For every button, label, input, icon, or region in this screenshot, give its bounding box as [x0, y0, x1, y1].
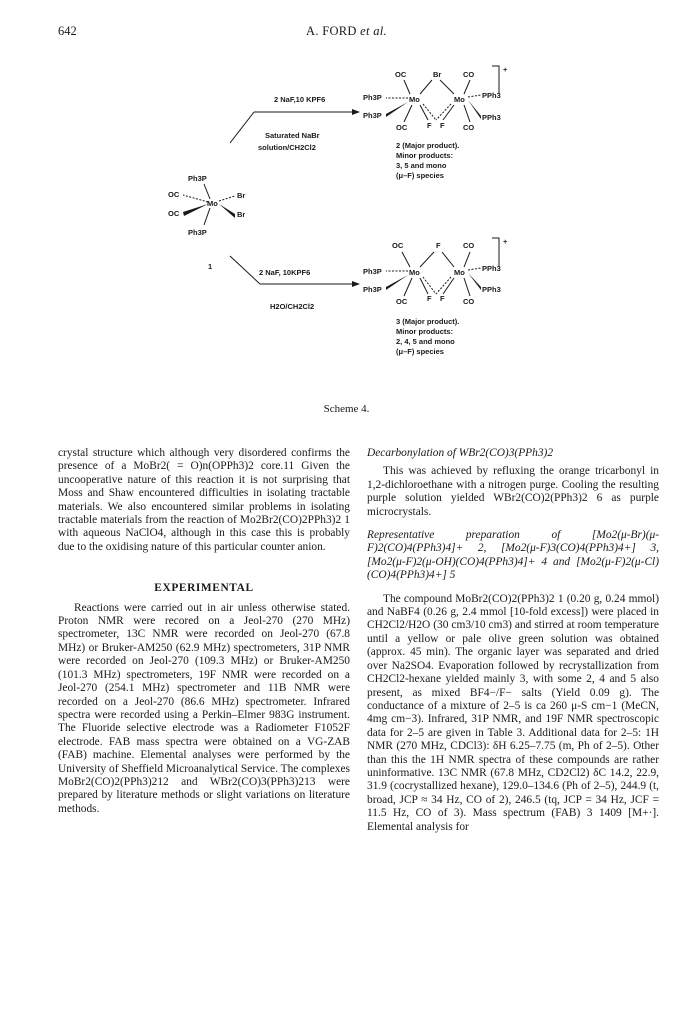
conditions-top-1: Saturated NaBr	[265, 131, 320, 140]
left-paragraph-2: Reactions were carried out in air unless otherwise stated. Proton NMR were recored on a Jeol-270 (270 MHz) spectrometer, 13C NMR were recorded on Jeol-270 (67.8 MHz) or Bruker-AM250 (62.9 MHz) spectrometers, 31P NMR were recorded on Jeol-270 (109.3 MHz) or Bruker-AM250 (101.3 MHz) spectrometers, 19F NMR were recorded on a Jeol-270 (254.1 MHz) spectrometer and 11B NMR were recorded on a Jeol-270 (86.6 MHz) spectrometer. Infrared spectra were recorded using a Perkin–Elmer 983G instrument. The Fluoride selective electrode was a Radiometer F1052F electrode. FAB mass spectra were obtained on a VG-ZAB (FAB) machine. Elemental analyses were performed by the University of Sheffield Microanalytical Service. The complexes MoBr2(CO)2(PPh3)212 and WBr2(CO)3(PPh3)213 were prepared by literature methods or slight variations on literature methods.	[58, 601, 350, 815]
bottom-note-3: 2, 4, 5 and mono	[396, 337, 455, 346]
p3-pph3-lower: PPh3	[482, 285, 501, 294]
p2-pph3-lower: PPh3	[482, 113, 501, 122]
p2-oc: OC	[395, 70, 407, 79]
p2-f-left: F	[427, 121, 432, 130]
bottom-note-1: 3 (Major product).	[396, 317, 460, 326]
top-note-3: 3, 5 and mono	[396, 161, 447, 170]
p3-ph3p-lower: Ph3P	[363, 285, 382, 294]
start-ph3p-bottom: Ph3P	[188, 228, 207, 237]
p3-f-right: F	[440, 294, 445, 303]
p2-mo-right: Mo	[454, 95, 465, 104]
left-paragraph-1: crystal structure which although very disordered confirms the presence of a MoBr2( = O)n(OPPh3)2 core.11 Given the uncooperative nature of this reaction it is not surprising that Moss and Shaw encountered difficulties in isolating tractable materials. We also encountered similar problems in isolating tractable materials from the reaction of Mo2Br2(CO)2PPh3)2 1 with aqueous NaClO4, although in this case this is probably due to the oxidising nature of this particular counter anion.	[58, 447, 350, 553]
right-column	[367, 447, 659, 834]
start-br-lower: Br	[237, 210, 246, 219]
p3-pph3-upper: PPh3	[482, 264, 501, 273]
start-oc-lower: OC	[168, 209, 180, 218]
reagents-top: 2 NaF,10 KPF6	[274, 95, 326, 104]
p2-f-right: F	[440, 121, 445, 130]
arrow-up-stem	[230, 112, 254, 143]
conditions-bottom: H2O/CH2Cl2	[270, 302, 315, 311]
experimental-heading: EXPERIMENTAL	[154, 582, 254, 595]
conditions-top-2: solution/CH2Cl2	[258, 143, 316, 152]
bottom-note-4: (μ–F) species	[396, 347, 444, 356]
p2-mo-left: Mo	[409, 95, 420, 104]
left-column	[58, 447, 350, 816]
p2-charge: +	[503, 65, 508, 74]
p2-co-lower: CO	[463, 123, 475, 132]
start-mo: Mo	[207, 199, 218, 208]
p2-pph3-upper: PPh3	[482, 91, 501, 100]
p2-br: Br	[433, 70, 442, 79]
right-paragraph-2: The compound MoBr2(CO)2(PPh3)2 1 (0.20 g, 0.24 mmol) and NaBF4 (0.26 g, 2.4 mmol [10-fold excess]) were placed in CH2Cl2/H2O (30 cm3/10 cm3) and stirred at room temperature until a yellow or pale olive green solution was obtained (approx. 45 min). The organic layer was separated and dried over Na2SO4. Evaporation followed by recrystallization from CH2Cl2-hexane yielded mainly 3, with some 2, 4 and 5 also present, as mixed BF4−/F− salts (Yield 0.09 g). The conductance of a mixture of 2–5 is ca 260 μ-S cm−1 (MeCN, 4mg cm−3). Infrared, 31P NMR, and 19F NMR spectroscopic data for 2–5 are given in Table 3. Additional data for 2–5: 1H NMR (270 MHz, CDCl3): δH 6.25–7.75 (m, Ph of 2–5). Other than this the 1H NMR spectra of these compounds are rather uninformative. 13C NMR (67.8 MHz, CD2Cl2) δC 14.2, 22.9, 31.9 (cocrystallized hexane), 129.0–134.6 (Ph of 2–5), 244.9 (t, broad, JCP ≈ 34 Hz, CO of 2), 246.5 (tq, JCP = 34 Hz, JCF = 11.5 Hz, CO of 3). Mass spectrum (FAB) 3 1409 [M+·]. Elemental analysis for	[367, 592, 659, 833]
start-br-upper: Br	[237, 191, 246, 200]
start-complex	[168, 174, 245, 271]
subheading-preparation: Representative preparation of [Mo2(μ-Br)(μ-F)2(CO)4(PPh3)4]+ 2, [Mo2(μ-F)3(CO)4(PPh3)4+] 3, [Mo2(μ-F)2(μ-OH)(CO)4(PPh3)4]+ 4 and [Mo2(μ-F)2(μ-Cl)(CO)4(PPh3)4+] 5	[367, 529, 659, 582]
p3-co-lower: CO	[463, 297, 475, 306]
p3-mo-right: Mo	[454, 268, 465, 277]
p3-charge: +	[503, 237, 508, 246]
p2-ph3p-lower: Ph3P	[363, 111, 382, 120]
p3-f-top: F	[436, 241, 441, 250]
top-note-4: (μ–F) species	[396, 171, 444, 180]
product-2	[363, 65, 508, 132]
scheme-caption: Scheme 4.	[323, 403, 370, 415]
start-oc-upper: OC	[168, 190, 180, 199]
p3-co: CO	[463, 241, 475, 250]
top-note-1: 2 (Major product).	[396, 141, 460, 150]
reagents-bottom: 2 NaF, 10KPF6	[259, 268, 311, 277]
p2-ph3p-left: Ph3P	[363, 93, 382, 102]
start-label: 1	[208, 262, 213, 271]
start-ph3p-top: Ph3P	[188, 174, 207, 183]
p3-mo-left: Mo	[409, 268, 420, 277]
p3-ph3p-upper: Ph3P	[363, 267, 382, 276]
arrow-down-stem	[230, 256, 260, 284]
reaction-scheme	[120, 60, 580, 400]
product-3	[363, 237, 508, 306]
right-paragraph-1: This was achieved by refluxing the orange tricarbonyl in 1,2-dichloroethane with a nitrogen purge. Cooling the resulting purple solution yielded WBr2(CO)2(PPh3)2 6 as purple microcrystals.	[367, 465, 659, 518]
subheading-decarbonylation: Decarbonylation of WBr2(CO)3(PPh3)2	[367, 447, 554, 459]
page-number: 642	[58, 24, 77, 38]
top-note-2: Minor products:	[396, 151, 454, 160]
p2-co: CO	[463, 70, 475, 79]
p3-f-left: F	[427, 294, 432, 303]
p3-oc-lower: OC	[396, 297, 408, 306]
p3-oc: OC	[392, 241, 404, 250]
bottom-note-2: Minor products:	[396, 327, 454, 336]
p2-oc-lower: OC	[396, 123, 408, 132]
running-head: A. FORD et al.	[306, 24, 387, 38]
